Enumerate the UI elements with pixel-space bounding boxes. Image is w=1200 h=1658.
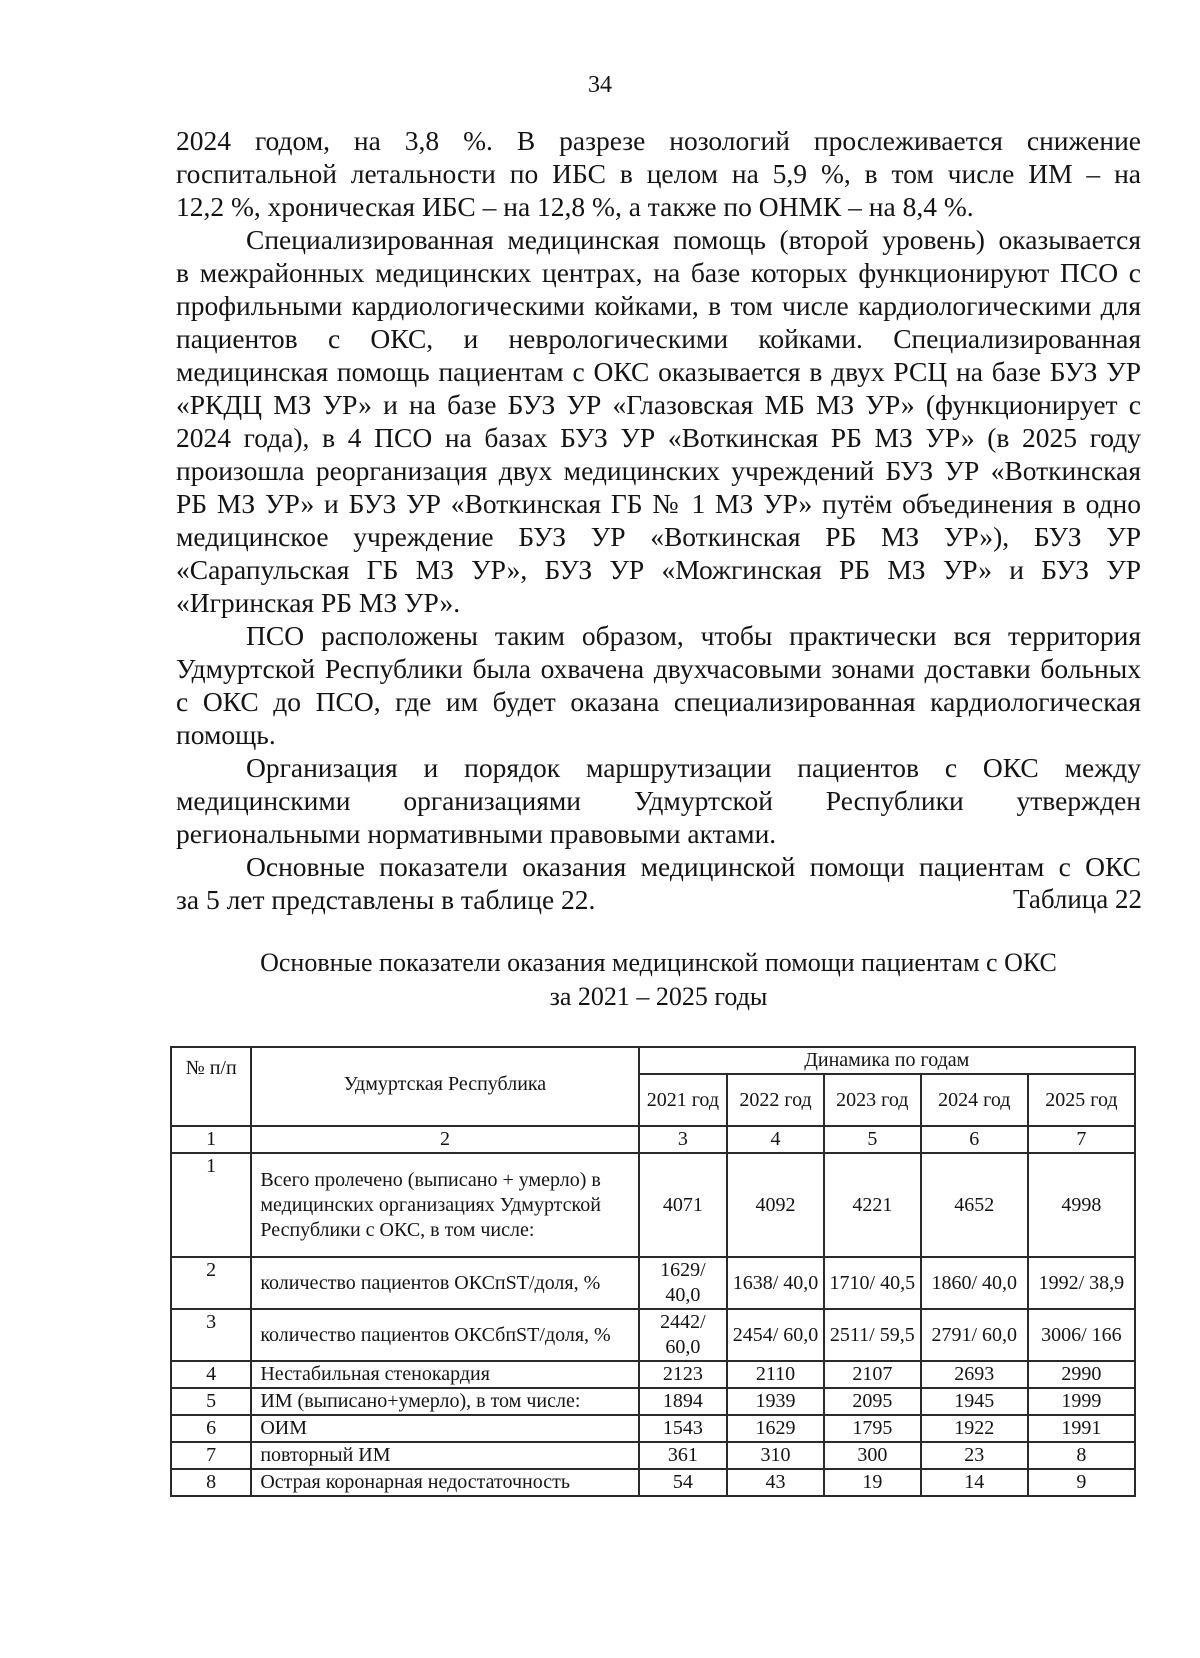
cell-value: 361 bbox=[639, 1442, 728, 1469]
cell-value: 1629/ 40,0 bbox=[639, 1257, 728, 1309]
row-label: повторный ИМ bbox=[251, 1442, 638, 1469]
paragraph-line: 2024 года), в 4 ПСО на базах БУЗ УР «Воткинская РБ МЗ УР» (в 2025 году bbox=[176, 422, 1141, 453]
cell-value: 1638/ 40,0 bbox=[727, 1257, 824, 1309]
row-number: 4 bbox=[171, 1361, 251, 1388]
cell-value: 23 bbox=[921, 1442, 1028, 1469]
cell-value: 1991 bbox=[1028, 1415, 1135, 1442]
paragraph-line: 2024 годом, на 3,8 %. В разрезе нозологий прослеживается снижение bbox=[176, 125, 1141, 156]
column-numbers-row bbox=[171, 1126, 1135, 1153]
cell-value: 2107 bbox=[824, 1361, 921, 1388]
header-dynamics-group: Динамика по годам bbox=[639, 1047, 1135, 1074]
column-number: 5 bbox=[824, 1126, 921, 1153]
paragraph-line: медицинское учреждение БУЗ УР «Воткинская РБ МЗ УР»), БУЗ УР bbox=[176, 521, 1141, 552]
cell-value: 4998 bbox=[1028, 1153, 1135, 1257]
paragraph-line: «Игринская РБ МЗ УР». bbox=[176, 587, 461, 618]
table-row bbox=[171, 1388, 1135, 1415]
cell-value: 2693 bbox=[921, 1361, 1028, 1388]
paragraph-line: 12,2 %, хроническая ИБС – на 12,8 %, а также по ОНМК – на 8,4 %. bbox=[176, 191, 974, 222]
cell-value: 3006/ 166 bbox=[1028, 1309, 1135, 1361]
paragraph-line: в межрайонных медицинских центрах, на базе которых функционируют ПСО с bbox=[176, 257, 1141, 288]
row-label: количество пациентов ОКСбпST/доля, % bbox=[251, 1309, 638, 1361]
paragraph-line: Основные показатели оказания медицинской помощи пациентам с ОКС bbox=[246, 851, 1141, 882]
paragraph-line: помощь. bbox=[176, 719, 276, 750]
table-row bbox=[171, 1442, 1135, 1469]
table-header-row bbox=[171, 1047, 1135, 1074]
header-year: 2024 год bbox=[921, 1074, 1028, 1126]
cell-value: 1922 bbox=[921, 1415, 1028, 1442]
row-number: 2 bbox=[171, 1257, 251, 1309]
row-label: Нестабильная стенокардия bbox=[251, 1361, 638, 1388]
paragraph-line: «РКДЦ МЗ УР» и на базе БУЗ УР «Глазовская МБ МЗ УР» (функционирует с bbox=[176, 389, 1141, 420]
cell-value: 4652 bbox=[921, 1153, 1028, 1257]
row-label: количество пациентов ОКСпST/доля, % bbox=[251, 1257, 638, 1309]
table-row bbox=[171, 1153, 1135, 1257]
cell-value: 1992/ 38,9 bbox=[1028, 1257, 1135, 1309]
cell-value: 2123 bbox=[639, 1361, 728, 1388]
column-number: 3 bbox=[639, 1126, 728, 1153]
cell-value: 54 bbox=[639, 1469, 728, 1496]
paragraph-line: «Сарапульская ГБ МЗ УР», БУЗ УР «Можгинская РБ МЗ УР» и БУЗ УР bbox=[176, 554, 1141, 585]
header-year: 2021 год bbox=[639, 1074, 728, 1126]
row-number: 8 bbox=[171, 1469, 251, 1496]
table-label: Таблица 22 bbox=[1013, 884, 1142, 914]
table-title-line: за 2021 – 2025 годы bbox=[549, 982, 768, 1011]
paragraph-line: ПСО расположены таким образом, чтобы практически вся территория bbox=[246, 620, 1141, 651]
row-label: ИМ (выписано+умерло), в том числе: bbox=[251, 1388, 638, 1415]
column-number: 2 bbox=[251, 1126, 638, 1153]
table-row bbox=[171, 1415, 1135, 1442]
column-number: 4 bbox=[727, 1126, 824, 1153]
table-row bbox=[171, 1309, 1135, 1361]
paragraph-line: медицинскими организациями Удмуртской Республики утвержден bbox=[176, 785, 1141, 816]
table-title-line: Основные показатели оказания медицинской помощи пациентам с ОКС bbox=[260, 948, 1057, 977]
row-number: 3 bbox=[171, 1309, 251, 1361]
cell-value: 2442/ 60,0 bbox=[639, 1309, 728, 1361]
row-number: 1 bbox=[171, 1153, 251, 1257]
paragraph-line: Удмуртской Республики была охвачена двухчасовыми зонами доставки больных bbox=[176, 653, 1141, 684]
cell-value: 2791/ 60,0 bbox=[921, 1309, 1028, 1361]
row-label: ОИМ bbox=[251, 1415, 638, 1442]
cell-value: 4092 bbox=[727, 1153, 824, 1257]
cell-value: 4221 bbox=[824, 1153, 921, 1257]
row-number: 6 bbox=[171, 1415, 251, 1442]
cell-value: 1543 bbox=[639, 1415, 728, 1442]
cell-value: 310 bbox=[727, 1442, 824, 1469]
cell-value: 9 bbox=[1028, 1469, 1135, 1496]
indicators-table bbox=[170, 1046, 1136, 1497]
cell-value: 4071 bbox=[639, 1153, 728, 1257]
paragraph-line: произошла реорганизация двух медицинских учреждений БУЗ УР «Воткинская bbox=[176, 455, 1141, 486]
cell-value: 1795 bbox=[824, 1415, 921, 1442]
column-number: 1 bbox=[171, 1126, 251, 1153]
paragraph-line: профильными кардиологическими койками, в том числе кардиологическими для bbox=[176, 290, 1141, 321]
row-number: 7 bbox=[171, 1442, 251, 1469]
cell-value: 1999 bbox=[1028, 1388, 1135, 1415]
paragraph-line: за 5 лет представлены в таблице 22. bbox=[176, 884, 596, 915]
cell-value: 1860/ 40,0 bbox=[921, 1257, 1028, 1309]
paragraph-line: Специализированная медицинская помощь (второй уровень) оказывается bbox=[246, 224, 1141, 255]
paragraph-line: госпитальной летальности по ИБС в целом на 5,9 %, в том числе ИМ – на bbox=[176, 158, 1141, 189]
cell-value: 43 bbox=[727, 1469, 824, 1496]
paragraph-line: Организация и порядок маршрутизации пациентов с ОКС между bbox=[246, 752, 1141, 783]
row-number: 5 bbox=[171, 1388, 251, 1415]
body-text bbox=[176, 124, 1141, 916]
table-row bbox=[171, 1257, 1135, 1309]
table-row bbox=[171, 1361, 1135, 1388]
header-name-col: Удмуртская Республика bbox=[251, 1047, 638, 1126]
cell-value: 2990 bbox=[1028, 1361, 1135, 1388]
cell-value: 19 bbox=[824, 1469, 921, 1496]
row-label: Острая коронарная недостаточность bbox=[251, 1469, 638, 1496]
cell-value: 1939 bbox=[727, 1388, 824, 1415]
cell-value: 2095 bbox=[824, 1388, 921, 1415]
cell-value: 2454/ 60,0 bbox=[727, 1309, 824, 1361]
column-number: 7 bbox=[1028, 1126, 1135, 1153]
table-title bbox=[176, 946, 1141, 1014]
cell-value: 300 bbox=[824, 1442, 921, 1469]
paragraph-line: РБ МЗ УР» и БУЗ УР «Воткинская ГБ № 1 МЗ УР» путём объединения в одно bbox=[176, 488, 1141, 519]
paragraph-line: региональными нормативными правовыми актами. bbox=[176, 818, 777, 849]
header-year: 2022 год bbox=[727, 1074, 824, 1126]
header-year: 2023 год bbox=[824, 1074, 921, 1126]
paragraph-line: пациентов с ОКС, и неврологическими койками. Специализированная bbox=[176, 323, 1141, 354]
cell-value: 2511/ 59,5 bbox=[824, 1309, 921, 1361]
table-row bbox=[171, 1469, 1135, 1496]
cell-value: 1710/ 40,5 bbox=[824, 1257, 921, 1309]
page-number: 34 bbox=[588, 72, 612, 98]
cell-value: 1629 bbox=[727, 1415, 824, 1442]
cell-value: 14 bbox=[921, 1469, 1028, 1496]
cell-value: 1945 bbox=[921, 1388, 1028, 1415]
header-num-col: № п/п bbox=[171, 1047, 251, 1126]
column-number: 6 bbox=[921, 1126, 1028, 1153]
cell-value: 8 bbox=[1028, 1442, 1135, 1469]
paragraph-line: медицинская помощь пациентам с ОКС оказывается в двух РСЦ на базе БУЗ УР bbox=[176, 356, 1141, 387]
cell-value: 2110 bbox=[727, 1361, 824, 1388]
paragraph-line: с ОКС до ПСО, где им будет оказана специализированная кардиологическая bbox=[176, 686, 1141, 717]
row-label: Всего пролечено (выписано + умерло) в медицинских организациях Удмуртской Республики с ОКС, в том числе: bbox=[251, 1153, 638, 1257]
header-year: 2025 год bbox=[1028, 1074, 1135, 1126]
cell-value: 1894 bbox=[639, 1388, 728, 1415]
